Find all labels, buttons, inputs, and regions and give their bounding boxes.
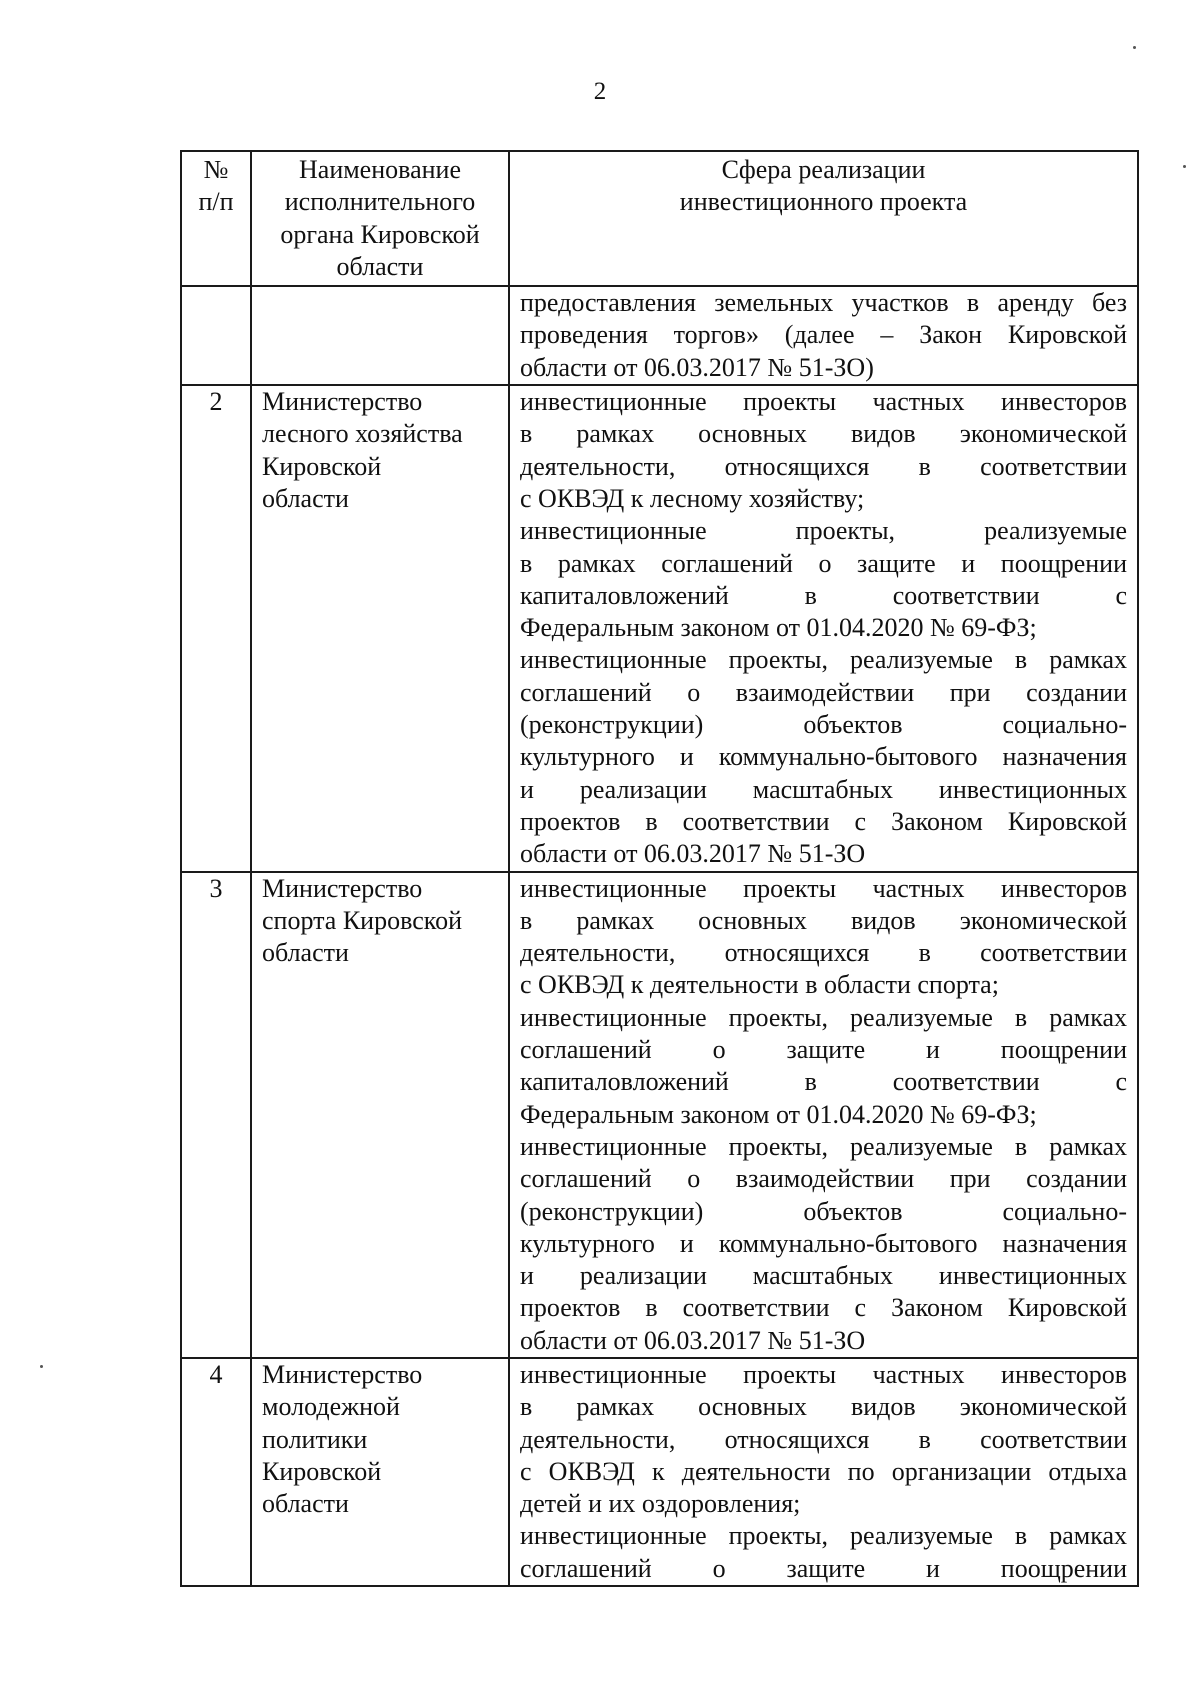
header-num	[181, 151, 251, 286]
table-header-row	[181, 151, 1138, 286]
executive-body-line: Кировской	[262, 451, 382, 481]
scan-speck	[1133, 46, 1136, 49]
scan-speck	[40, 1365, 43, 1368]
sphere-line: капиталовложений в соответствии с	[520, 580, 1127, 610]
sphere-line: и реализации масштабных инвестиционных	[520, 774, 1127, 804]
scan-speck	[1183, 165, 1186, 168]
investment-sphere-table	[180, 150, 1139, 1587]
investment-sphere	[509, 286, 1138, 385]
sphere-line: инвестиционные проекты, реализуемые	[520, 516, 1127, 546]
executive-body-line: молодежной	[262, 1392, 400, 1422]
row-number	[181, 286, 251, 385]
sphere-line: с ОКВЭД к деятельности в области спорта;	[520, 970, 999, 1000]
sphere-line: инвестиционные проекты, реализуемые в рамках	[520, 1131, 1127, 1161]
executive-body-line: спорта Кировской	[262, 905, 462, 935]
header-org-line: исполнительного	[284, 187, 476, 217]
sphere-line: проведения торгов» (далее – Закон Кировской	[520, 320, 1127, 350]
sphere-line: культурного и коммунально-бытового назначения	[520, 1228, 1127, 1258]
sphere-line: детей и их оздоровления;	[520, 1489, 801, 1519]
table-row	[181, 286, 1138, 385]
sphere-line: (реконструкции) объектов социально-	[520, 710, 1127, 740]
sphere-line: соглашений о взаимодействии при создании	[520, 677, 1127, 707]
sphere-line: деятельности, относящихся в соответствии	[520, 451, 1127, 481]
table-row	[181, 1358, 1138, 1586]
sphere-line: с ОКВЭД к лесному хозяйству;	[520, 483, 865, 513]
page-number: 2	[593, 78, 607, 105]
sphere-line: в рамках соглашений о защите и поощрении	[520, 548, 1127, 578]
sphere-line: области от 06.03.2017 № 51-ЗО)	[520, 352, 874, 382]
sphere-line: соглашений о взаимодействии при создании	[520, 1164, 1127, 1194]
sphere-line: инвестиционные проекты, реализуемые в рамках	[520, 1521, 1127, 1551]
executive-body-name	[251, 286, 509, 385]
sphere-line: Федеральным законом от 01.04.2020 № 69-ФЗ;	[520, 1099, 1037, 1129]
sphere-line: Федеральным законом от 01.04.2020 № 69-ФЗ;	[520, 613, 1037, 643]
sphere-line: инвестиционные проекты частных инвесторов	[520, 873, 1127, 903]
sphere-line: капиталовложений в соответствии с	[520, 1067, 1127, 1097]
sphere-line: инвестиционные проекты частных инвесторов	[520, 387, 1127, 417]
header-num-line: п/п	[198, 187, 234, 217]
sphere-line: в рамках основных видов экономической	[520, 419, 1127, 449]
sphere-line: с ОКВЭД к деятельности по организации отдыха	[520, 1456, 1127, 1486]
executive-body-line: области	[262, 483, 349, 513]
investment-sphere	[509, 1358, 1138, 1586]
sphere-line: деятельности, относящихся в соответствии	[520, 938, 1127, 968]
row-number: 4	[181, 1358, 251, 1586]
header-org	[251, 151, 509, 286]
executive-body-line: Министерство	[262, 873, 423, 903]
table-row	[181, 872, 1138, 1358]
executive-body-name	[251, 872, 509, 1358]
header-sphere-line: инвестиционного проекта	[679, 187, 968, 217]
executive-body-line: Министерство	[262, 387, 423, 417]
sphere-line: в рамках основных видов экономической	[520, 1392, 1127, 1422]
executive-body-line: Кировской	[262, 1456, 382, 1486]
header-num-line: №	[203, 155, 229, 184]
sphere-line: деятельности, относящихся в соответствии	[520, 1424, 1127, 1454]
sphere-line: и реализации масштабных инвестиционных	[520, 1261, 1127, 1291]
header-org-line: Наименование	[299, 155, 461, 184]
executive-body-line: политики	[262, 1424, 368, 1454]
sphere-line: инвестиционные проекты, реализуемые в рамках	[520, 1002, 1127, 1032]
sphere-line: в рамках основных видов экономической	[520, 905, 1127, 935]
row-number: 3	[181, 872, 251, 1358]
executive-body-line: лесного хозяйства	[262, 419, 463, 449]
executive-body-line: Министерство	[262, 1359, 423, 1389]
header-org-line: органа Кировской	[280, 219, 480, 249]
sphere-line: проектов в соответствии с Законом Кировской	[520, 1293, 1127, 1323]
investment-sphere	[509, 385, 1138, 871]
sphere-line: (реконструкции) объектов социально-	[520, 1196, 1127, 1226]
table-row	[181, 385, 1138, 871]
executive-body-line: области	[262, 1489, 349, 1519]
executive-body-name	[251, 1358, 509, 1586]
sphere-line: предоставления земельных участков в аренду без	[520, 288, 1127, 318]
sphere-line: инвестиционные проекты, реализуемые в рамках	[520, 645, 1127, 675]
sphere-line: области от 06.03.2017 № 51-ЗО	[520, 839, 866, 869]
sphere-line: проектов в соответствии с Законом Кировской	[520, 806, 1127, 836]
executive-body-line: области	[262, 938, 349, 968]
row-number: 2	[181, 385, 251, 871]
sphere-line: соглашений о защите и поощрении	[520, 1035, 1127, 1065]
header-sphere	[509, 151, 1138, 286]
sphere-line: области от 06.03.2017 № 51-ЗО	[520, 1325, 866, 1355]
header-sphere-line: Сфера реализации	[721, 155, 926, 184]
sphere-line: культурного и коммунально-бытового назначения	[520, 742, 1127, 772]
sphere-line: инвестиционные проекты частных инвесторов	[520, 1359, 1127, 1389]
investment-sphere	[509, 872, 1138, 1358]
sphere-line: соглашений о защите и поощрении	[520, 1553, 1127, 1583]
executive-body-name	[251, 385, 509, 871]
header-org-line: области	[336, 251, 424, 281]
